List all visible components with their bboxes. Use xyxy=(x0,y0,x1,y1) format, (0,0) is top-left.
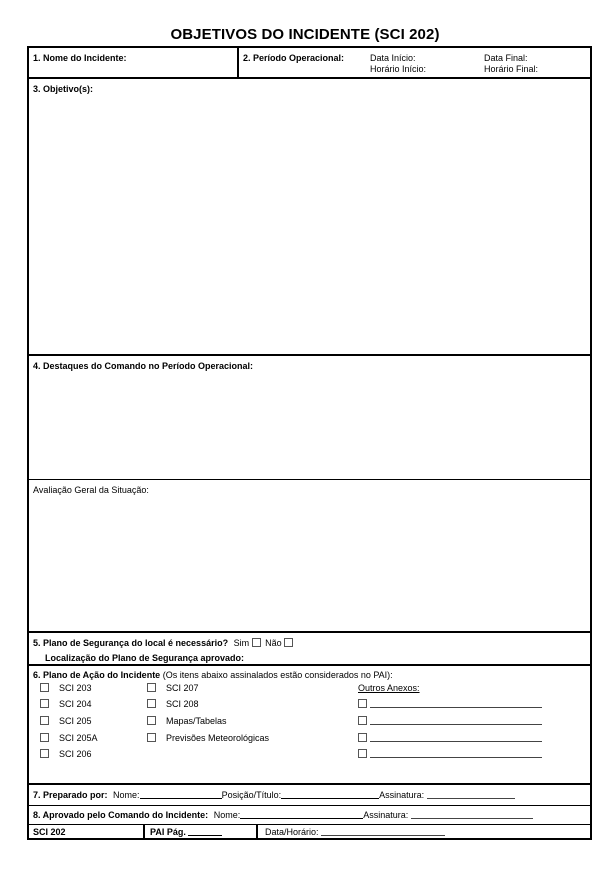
checkbox[interactable] xyxy=(40,699,49,708)
other-attachment-input[interactable] xyxy=(370,699,542,708)
attachment-label: SCI 205 xyxy=(59,716,92,726)
prepared-by-position-input[interactable] xyxy=(281,790,379,799)
incident-objectives-form xyxy=(27,46,592,840)
attachment-label: SCI 204 xyxy=(59,699,92,709)
page-label: PAI Pág. xyxy=(150,827,186,837)
form-title: OBJETIVOS DO INCIDENTE (SCI 202) xyxy=(170,26,440,43)
action-plan-heading xyxy=(33,670,393,680)
action-plan-note: (Os itens abaixo assinalados estão considerados no PAI): xyxy=(162,670,393,680)
attachment-item[interactable] xyxy=(40,749,92,759)
attachment-label: SCI 208 xyxy=(166,699,199,709)
checkbox[interactable] xyxy=(358,749,367,758)
checkbox[interactable] xyxy=(40,716,49,725)
objectives-label: 3. Objetivo(s): xyxy=(33,84,94,94)
attachment-item[interactable] xyxy=(40,733,98,743)
safety-plan-location-label: Localização do Plano de Segurança aprovado: xyxy=(45,653,245,663)
checkbox[interactable] xyxy=(147,733,156,742)
safety-plan-label: 5. Plano de Segurança do local é necessário? xyxy=(33,638,229,648)
attachment-item[interactable] xyxy=(40,683,92,693)
attachment-item[interactable] xyxy=(147,683,199,693)
attachment-label: SCI 206 xyxy=(59,749,92,759)
safety-plan-row xyxy=(29,631,590,666)
other-attachment-item[interactable] xyxy=(358,716,542,726)
attachment-label: SCI 203 xyxy=(59,683,92,693)
incident-name-label: 1. Nome do Incidente: xyxy=(33,53,127,63)
attachment-item[interactable] xyxy=(40,699,92,709)
prepared-by-row xyxy=(29,783,590,805)
header-row xyxy=(29,48,590,79)
objectives-field[interactable] xyxy=(29,77,590,356)
approved-by-label: 8. Aprovado pelo Comando do Incidente: xyxy=(33,810,209,820)
other-attachment-input[interactable] xyxy=(370,716,542,725)
incident-name-field[interactable] xyxy=(29,48,237,77)
approved-by-fields xyxy=(33,810,533,820)
footer-row xyxy=(29,824,590,840)
other-attachment-item[interactable] xyxy=(358,699,542,709)
datetime-input[interactable] xyxy=(321,827,445,836)
prepared-by-fields xyxy=(33,790,515,800)
signature-label: Assinatura: xyxy=(363,810,409,820)
command-highlights-label: 4. Destaques do Comando no Período Operacional: xyxy=(33,361,254,371)
checkbox[interactable] xyxy=(40,683,49,692)
other-attachment-item[interactable] xyxy=(358,749,542,759)
attachment-label: Mapas/Tabelas xyxy=(166,716,227,726)
name-label: Nome: xyxy=(213,810,241,820)
checkbox[interactable] xyxy=(40,749,49,758)
attachment-item[interactable] xyxy=(40,716,92,726)
time-start-label: Horário Início: xyxy=(370,64,427,74)
time-end-label: Horário Final: xyxy=(484,64,539,74)
operational-period-label: 2. Período Operacional: xyxy=(243,53,345,63)
no-label: Não xyxy=(265,638,282,648)
prepared-by-label: 7. Preparado por: xyxy=(33,790,108,800)
attachment-label: SCI 205A xyxy=(59,733,98,743)
checkbox[interactable] xyxy=(358,716,367,725)
checkbox[interactable] xyxy=(358,699,367,708)
action-plan-label: 6. Plano de Ação do Incidente xyxy=(33,670,161,680)
approved-by-row xyxy=(29,805,590,824)
checkbox[interactable] xyxy=(147,699,156,708)
signature-label: Assinatura: xyxy=(379,790,425,800)
divider xyxy=(256,825,258,840)
attachment-item[interactable] xyxy=(147,699,199,709)
other-attachment-input[interactable] xyxy=(370,749,542,758)
date-end-label: Data Final: xyxy=(484,53,528,63)
other-attachments-label: Outros Anexos: xyxy=(358,683,420,693)
situation-assessment-label: Avaliação Geral da Situação: xyxy=(33,485,149,495)
yes-checkbox[interactable] xyxy=(252,638,261,647)
attachment-label: SCI 207 xyxy=(166,683,199,693)
prepared-by-signature-input[interactable] xyxy=(427,790,515,799)
divider xyxy=(143,825,145,840)
approved-by-signature-input[interactable] xyxy=(411,810,533,819)
approved-by-name-input[interactable] xyxy=(240,810,363,819)
page-field xyxy=(150,827,222,837)
situation-assessment-field[interactable] xyxy=(29,479,590,633)
form-code: SCI 202 xyxy=(33,827,66,837)
checkbox[interactable] xyxy=(40,733,49,742)
checkbox[interactable] xyxy=(358,733,367,742)
attachment-label: Previsões Meteorológicas xyxy=(166,733,270,743)
yes-label: Sim xyxy=(233,638,250,648)
action-plan-row xyxy=(29,664,590,785)
prepared-by-name-input[interactable] xyxy=(140,790,222,799)
attachment-item[interactable] xyxy=(147,716,227,726)
checkbox[interactable] xyxy=(147,716,156,725)
checkbox[interactable] xyxy=(147,683,156,692)
no-checkbox[interactable] xyxy=(284,638,293,647)
other-attachment-input[interactable] xyxy=(370,733,542,742)
date-start-label: Data Início: xyxy=(370,53,416,63)
other-attachment-item[interactable] xyxy=(358,733,542,743)
position-label: Posição/Título: xyxy=(221,790,282,800)
datetime-label: Data/Horário: xyxy=(265,827,319,837)
name-label: Nome: xyxy=(113,790,140,800)
safety-plan-question xyxy=(33,638,293,648)
page-input[interactable] xyxy=(188,827,222,836)
datetime-field xyxy=(265,827,445,837)
attachment-item[interactable] xyxy=(147,733,269,743)
command-highlights-field[interactable] xyxy=(29,354,590,479)
operational-period-field[interactable] xyxy=(239,48,590,77)
